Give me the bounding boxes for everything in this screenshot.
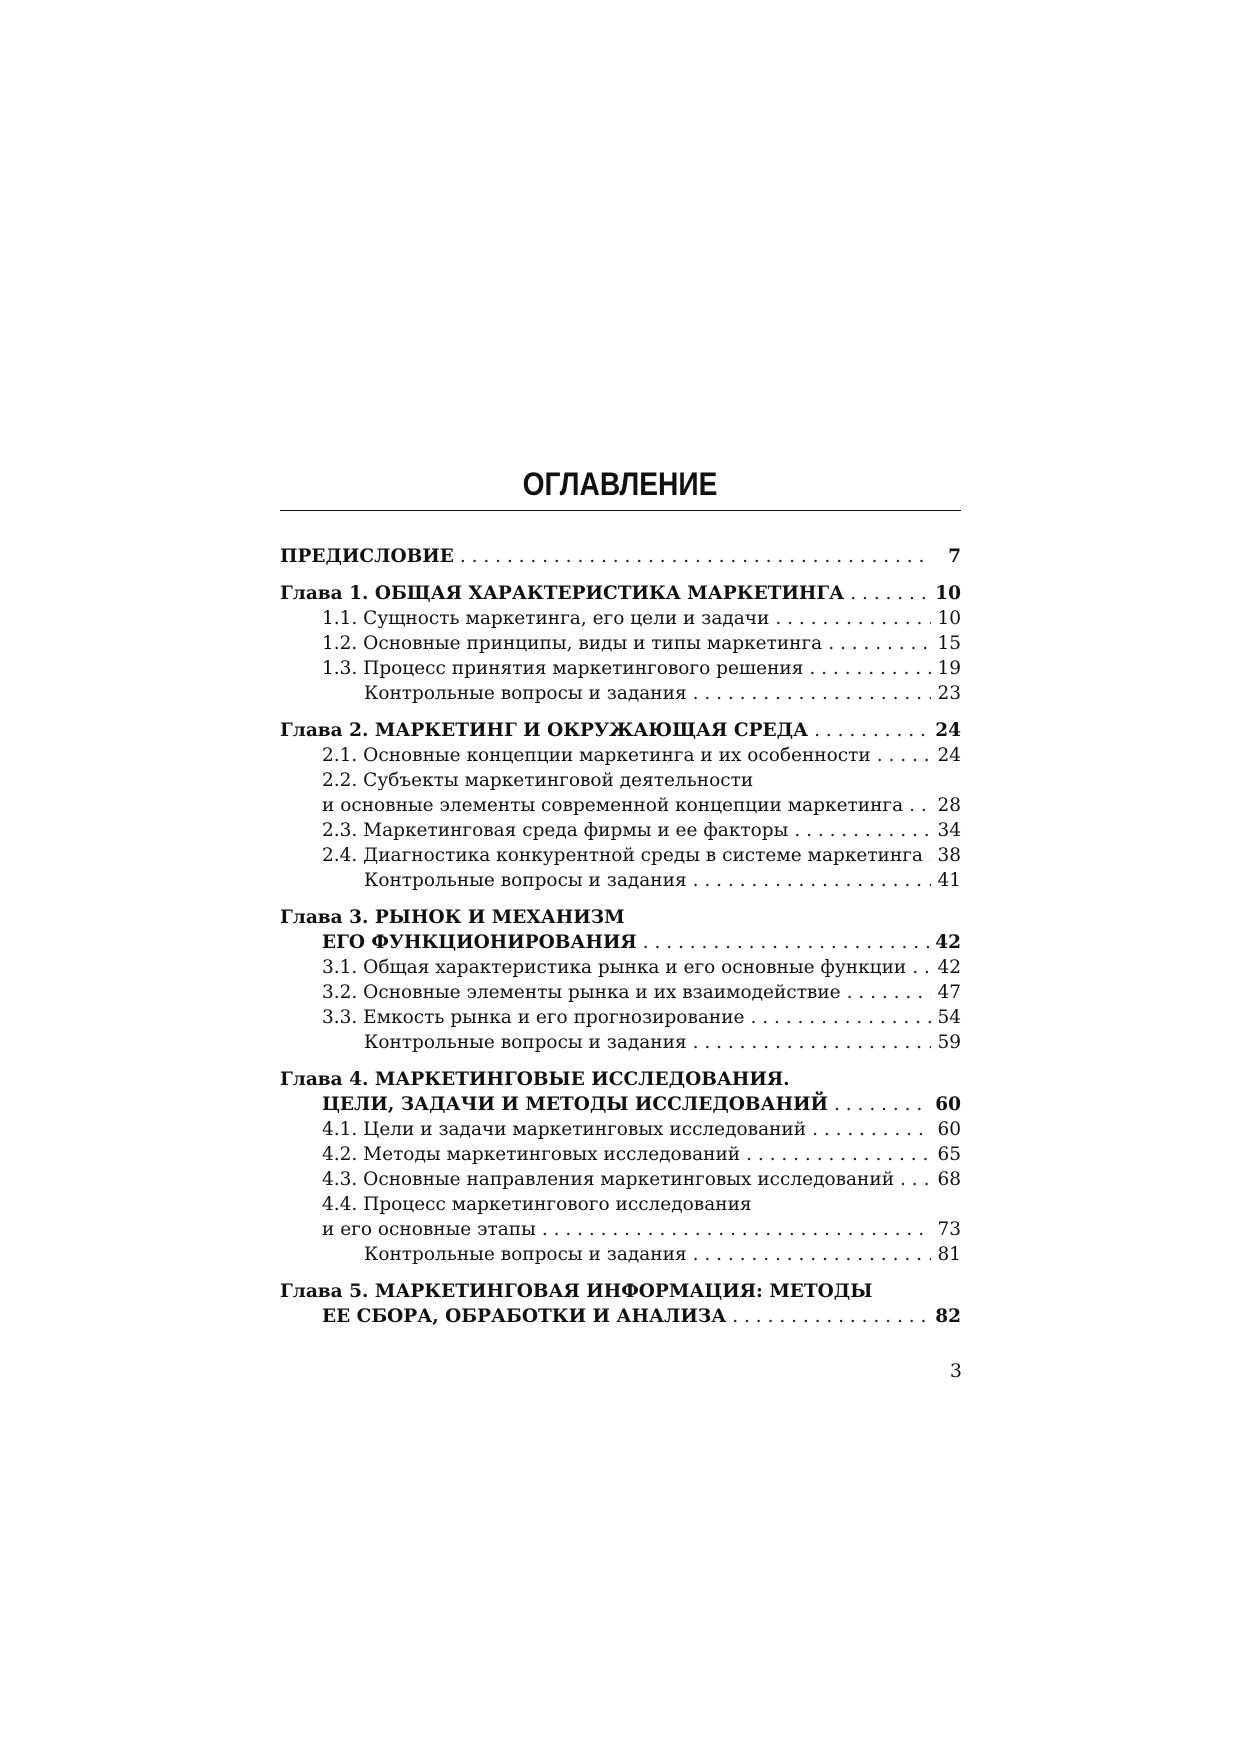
toc-page-number: 42 <box>935 932 961 953</box>
dot-leader <box>693 1030 931 1055</box>
toc-chapter-4-cont[interactable] <box>280 1092 961 1117</box>
dot-leader <box>809 656 931 681</box>
toc-section-2-1[interactable] <box>280 743 961 768</box>
toc-page-number: 41 <box>937 870 961 891</box>
dot-leader <box>814 718 929 743</box>
dot-leader <box>775 606 931 631</box>
toc-chapter-1[interactable] <box>280 581 961 606</box>
toc-chapter-3[interactable] <box>280 905 961 930</box>
toc-section-label: 4.4. Процесс маркетингового исследования <box>322 1194 752 1215</box>
toc-questions-4[interactable] <box>280 1242 961 1267</box>
toc-section-label: 1.2. Основные принципы, виды и типы маркетинга <box>322 633 823 654</box>
toc-page-number: 60 <box>935 1094 961 1115</box>
toc-chapter-5[interactable] <box>280 1279 961 1304</box>
toc-page-number: 59 <box>937 1032 961 1053</box>
toc-page-number: 47 <box>937 982 961 1003</box>
dot-leader <box>900 1167 931 1192</box>
toc-section-label: Контрольные вопросы и задания <box>364 870 687 891</box>
dot-leader <box>643 930 930 955</box>
dot-leader <box>542 1217 931 1242</box>
toc-section-2-4[interactable] <box>280 843 961 868</box>
toc-chapter-label: Глава 1. ОБЩАЯ ХАРАКТЕРИСТИКА МАРКЕТИНГА <box>280 583 845 604</box>
toc-chapter-label: Глава 4. МАРКЕТИНГОВЫЕ ИССЛЕДОВАНИЯ. <box>280 1069 790 1090</box>
toc-page-number: 42 <box>937 957 961 978</box>
toc-entry-label: ПРЕДИСЛОВИЕ <box>280 546 454 567</box>
toc-page-number: 24 <box>937 745 961 766</box>
toc-page-number: 82 <box>935 1306 961 1327</box>
toc-section-label: 2.4. Диагностика конкурентной среды в системе маркетинга <box>322 845 923 866</box>
page-folio-number: 3 <box>949 1360 962 1382</box>
toc-chapter-2[interactable] <box>280 718 961 743</box>
dot-leader <box>847 980 931 1005</box>
toc-page-number: 10 <box>937 608 961 629</box>
toc-section-3-3[interactable] <box>280 1005 961 1030</box>
toc-section-4-1[interactable] <box>280 1117 961 1142</box>
toc-chapter-label: Глава 2. МАРКЕТИНГ И ОКРУЖАЮЩАЯ СРЕДА <box>280 720 809 741</box>
dot-leader <box>794 818 931 843</box>
dot-leader <box>732 1304 929 1329</box>
dot-leader <box>693 1242 931 1267</box>
toc-section-2-2-cont[interactable] <box>280 793 961 818</box>
toc-section-label: 3.3. Емкость рынка и его прогнозирование <box>322 1007 745 1028</box>
toc-section-label: Контрольные вопросы и задания <box>364 683 687 704</box>
toc-entry-preface[interactable] <box>280 544 961 569</box>
dot-leader <box>834 1092 929 1117</box>
toc-section-label: 1.1. Сущность маркетинга, его цели и задачи <box>322 608 770 629</box>
toc-questions-1[interactable] <box>280 681 961 706</box>
dot-leader <box>751 1005 932 1030</box>
table-of-contents <box>280 544 961 1329</box>
toc-section-label: 3.1. Общая характеристика рынка и его основные функции <box>322 957 907 978</box>
toc-page-number: 34 <box>937 820 961 841</box>
toc-section-label-cont: и основные элементы современной концепции маркетинга <box>322 795 904 816</box>
toc-page-number: 23 <box>937 683 961 704</box>
toc-section-label: 2.2. Субъекты маркетинговой деятельности <box>322 770 754 791</box>
toc-section-label: 2.3. Маркетинговая среда фирмы и ее факторы <box>322 820 789 841</box>
dot-leader <box>693 681 931 706</box>
toc-page-number: 10 <box>935 583 961 604</box>
dot-leader <box>850 581 929 606</box>
toc-section-label: 1.3. Процесс принятия маркетингового решения <box>322 658 804 679</box>
toc-section-4-2[interactable] <box>280 1142 961 1167</box>
dot-leader <box>746 1142 931 1167</box>
toc-section-label: 2.1. Основные концепции маркетинга и их особенности <box>322 745 871 766</box>
toc-chapter-label: Глава 5. МАРКЕТИНГОВАЯ ИНФОРМАЦИЯ: МЕТОДЫ <box>280 1281 873 1302</box>
toc-chapter-label-cont: ЕЕ СБОРА, ОБРАБОТКИ И АНАЛИЗА <box>322 1306 727 1327</box>
toc-section-3-2[interactable] <box>280 980 961 1005</box>
toc-page-number: 24 <box>935 720 961 741</box>
toc-section-label: 3.2. Основные элементы рынка и их взаимодействие <box>322 982 841 1003</box>
toc-section-label: Контрольные вопросы и задания <box>364 1244 687 1265</box>
toc-chapter-3-cont[interactable] <box>280 930 961 955</box>
dot-leader <box>912 955 931 980</box>
page-title: ОГЛАВЛЕНИЕ <box>522 466 718 502</box>
toc-section-1-3[interactable] <box>280 656 961 681</box>
toc-section-3-1[interactable] <box>280 955 961 980</box>
toc-section-4-4[interactable] <box>280 1192 961 1217</box>
toc-page-number: 68 <box>937 1169 961 1190</box>
toc-chapter-label-cont: ЦЕЛИ, ЗАДАЧИ И МЕТОДЫ ИССЛЕДОВАНИЙ <box>322 1094 829 1115</box>
toc-section-label: 4.2. Методы маркетинговых исследований <box>322 1144 741 1165</box>
toc-page-number: 65 <box>937 1144 961 1165</box>
toc-section-label: 4.1. Цели и задачи маркетинговых исследований <box>322 1119 807 1140</box>
toc-page-number: 19 <box>937 658 961 679</box>
title-rule <box>280 510 961 511</box>
toc-questions-2[interactable] <box>280 868 961 893</box>
toc-page-number: 15 <box>937 633 961 654</box>
toc-chapter-5-cont[interactable] <box>280 1304 961 1329</box>
toc-section-1-2[interactable] <box>280 631 961 656</box>
toc-section-4-3[interactable] <box>280 1167 961 1192</box>
dot-leader <box>877 743 931 768</box>
toc-section-1-1[interactable] <box>280 606 961 631</box>
toc-section-2-2[interactable] <box>280 768 961 793</box>
dot-leader <box>828 631 931 656</box>
toc-section-label: 4.3. Основные направления маркетинговых исследований <box>322 1169 895 1190</box>
toc-section-4-4-cont[interactable] <box>280 1217 961 1242</box>
toc-chapter-label: Глава 3. РЫНОК И МЕХАНИЗМ <box>280 907 625 928</box>
toc-page-number: 38 <box>937 845 961 866</box>
toc-page-number: 28 <box>937 795 961 816</box>
toc-section-label: Контрольные вопросы и задания <box>364 1032 687 1053</box>
toc-page-number: 81 <box>937 1244 961 1265</box>
dot-leader <box>460 544 931 569</box>
dot-leader <box>909 793 931 818</box>
dot-leader <box>929 843 931 868</box>
toc-page-number: 73 <box>937 1219 961 1240</box>
toc-chapter-4[interactable] <box>280 1067 961 1092</box>
toc-page-number: 54 <box>937 1007 961 1028</box>
dot-leader <box>693 868 931 893</box>
toc-section-label-cont: и его основные этапы <box>322 1219 536 1240</box>
toc-section-2-3[interactable] <box>280 818 961 843</box>
dot-leader <box>812 1117 931 1142</box>
toc-chapter-label-cont: ЕГО ФУНКЦИОНИРОВАНИЯ <box>322 932 637 953</box>
toc-questions-3[interactable] <box>280 1030 961 1055</box>
toc-page-number: 60 <box>937 1119 961 1140</box>
toc-page-number: 7 <box>948 546 961 567</box>
